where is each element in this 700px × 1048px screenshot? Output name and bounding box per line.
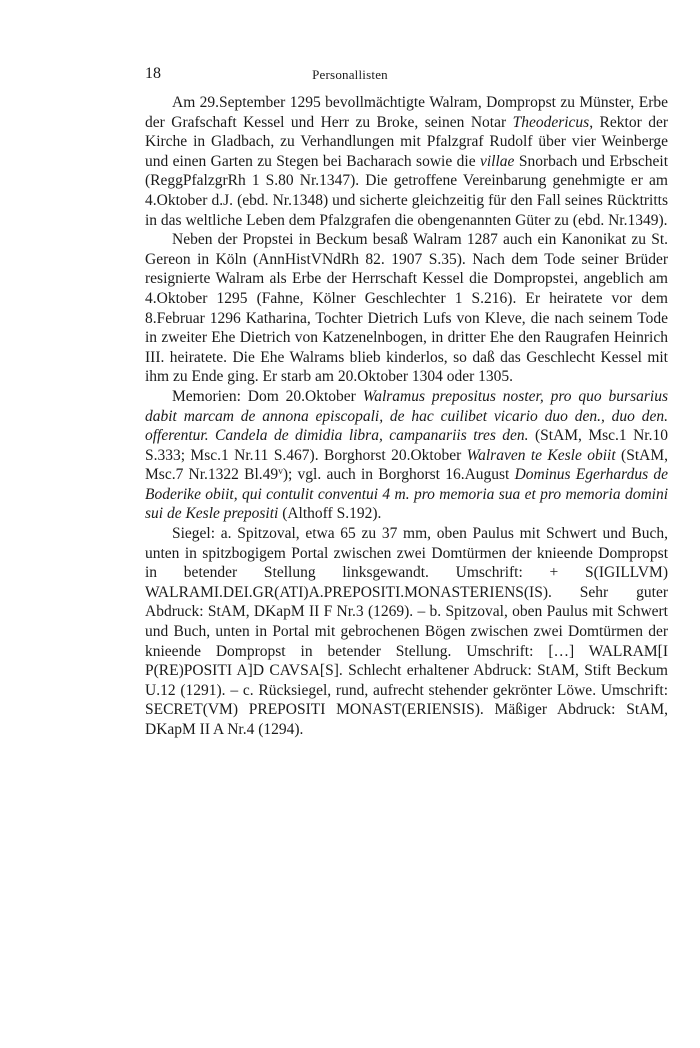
italic-text: Dominus Egerhardus de Boderike obiit, qui contulit conventui 4 m. pro memoria sua et pro memoria domini sui de Kesle prepositi: [145, 466, 669, 523]
text-segment: (StAM, Msc.7 Nr.1322 Bl.49: [145, 446, 668, 484]
text-segment: (Althoff S.192).: [278, 505, 382, 523]
text-segment: (StAM, Msc.1 Nr.10 S.333; Msc.1 Nr.11 S.467). Borghorst 20.Oktober: [145, 427, 668, 464]
italic-text: Walramus prepositus noster, pro quo bursarius dabit marcam de annona episcopali, de hac cuilibet vicario duo den., duo den. offerentur. Candela de dimidia libra, campanariis tres den.: [145, 387, 668, 445]
paragraph-propstei-beckum: [145, 230, 668, 387]
page-number: 18: [145, 65, 161, 82]
text-segment: ); vgl. auch in Borghorst 16.August: [282, 466, 515, 484]
paragraph-siegel: [145, 524, 668, 740]
text-segment: Memorien: Dom 20.Oktober: [172, 387, 363, 405]
italic-text: villae: [479, 152, 515, 170]
paragraph-memorien: [145, 387, 668, 524]
text-segment: Siegel: a. Spitzoval, etwa 65 zu 37 mm, oben Paulus mit Schwert und Buch, unten in spitzbogigem Portal zwischen zwei Domtürmen der knieende Dompropst in betender Stellung linksgewandt. Umschrift: + S(IGILLVM) WALRAMI.DEI.GR(ATI)A.PREPOSITI.MONASTERIENS(IS). Sehr guter Abdruck: StAM, DKapM II F Nr.3 (1269). – b. Spitzoval, oben Paulus mit Schwert und Buch, unten in Portal mit gebrochenen Bögen zwischen zwei Domtürmen der knieende Dompropst in betender Stellung. Umschrift: […] WALRAM[I P(RE)POSITI A]D CAVSA[S]. Schlecht erhaltener Abdruck: StAM, Stift Beckum U.12 (1291). – c. Rücksiegel, rund, aufrecht stehender gekrönter Löwe. Umschrift: SECRET(VM) PREPOSITI MONAST(ERIENSIS). Mäßiger Abdruck: StAM, DKapM II A Nr.4 (1294).: [145, 525, 668, 738]
text-segment: Snorbach und Erbscheit (ReggPfalzgrRh 1 S.80 Nr.1347). Die getroffene Vereinbarung genehmigte er am 4.Oktober d.J. (ebd. Nr.1348) und sicherte gleichzeitig für den Fall seines Rücktritts in das weltliche Leben dem Pfalzgrafen die obengenannten Güter zu (ebd. Nr.1349).: [145, 152, 668, 229]
paragraph-walram-1295: [145, 93, 668, 230]
text-segment: Am 29.September 1295 bevollmächtigte Walram, Dompropst zu Münster, Erbe der Grafschaft Kessel und Herr zu Broke, seinen Notar: [145, 94, 668, 131]
italic-text: Walraven te Kesle obiit: [466, 446, 616, 464]
running-header: Personallisten: [312, 67, 388, 82]
text-segment: Neben der Propstei in Beckum besaß Walram 1287 auch ein Kanonikat zu St. Gereon in Köln (AnnHistVNdRh 82. 1907 S.35). Nach dem Tode seiner Brüder resignierte Walram als Erbe der Herrschaft Kessel die Dompropstei, angeblich am 4.Oktober 1295 (Fahne, Kölner Geschlechter 1 S.216). Er heiratete vor dem 8.Februar 1296 Katharina, Tochter Dietrich Lufs von Kleve, die nach seinem Tode in zweiter Ehe Dietrich von Katzenelnbogen, in dritter Ehe den Raugrafen Heinrich III. heiratete. Die Ehe Walrams blieb kinderlos, so daß das Geschlecht Kessel mit ihm zu Ende ging. Er starb am 20.Oktober 1304 oder 1305.: [145, 231, 668, 386]
body-text: [145, 93, 668, 740]
superscript-text: v: [278, 467, 283, 478]
text-segment: , Rektor der Kirche in Gladbach, zu Verhandlungen mit Pfalzgraf Rudolf über vier Weinberge und einen Garten zu Stegen bei Bacharach sowie die: [145, 113, 668, 170]
italic-text: Theodericus: [512, 113, 590, 131]
